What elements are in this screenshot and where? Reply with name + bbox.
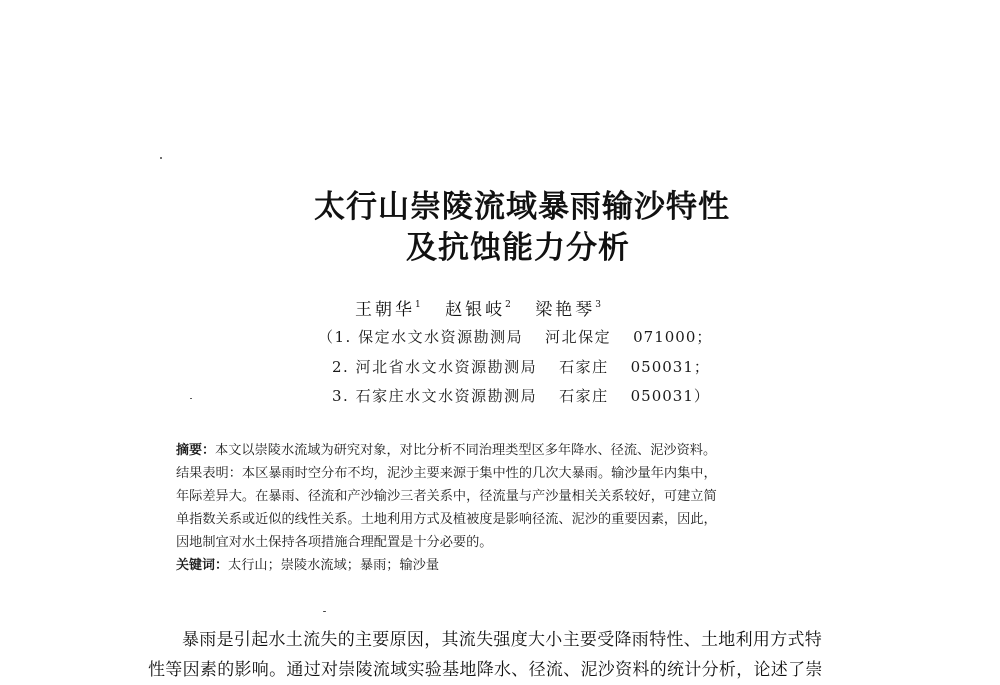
paper-title-line2: 及抗蚀能力分析: [406, 230, 630, 266]
abstract-line: 因地制宜对水土保持各项措施合理配置是十分必要的。: [176, 535, 493, 550]
paper-title-line1: 太行山崇陵流域暴雨输沙特性: [314, 189, 730, 225]
keywords-label: 关键词：: [176, 558, 229, 573]
keywords-text: 太行山；崇陵水流域；暴雨；输沙量: [228, 558, 440, 573]
body-line: 性等因素的影响。通过对崇陵流域实验基地降水、径流、泥沙资料的统计分析，论述了崇: [148, 660, 823, 680]
abstract-line: 年际差异大。在暴雨、径流和产沙输沙三者关系中，径流量与产沙量相关关系较好，可建立简: [176, 489, 717, 504]
author: 梁艳琴$^3$: [535, 300, 602, 320]
abstract: [176, 439, 866, 577]
author: 王朝华$^1$: [355, 300, 421, 320]
affiliation: （1. 保定水文水资源勘测局 河北保定 071000；: [318, 328, 713, 346]
body-paragraph: [148, 625, 888, 685]
affiliation: 3. 石家庄水文水资源勘测局 石家庄 050031）: [332, 387, 710, 405]
keywords-line: [176, 554, 866, 577]
scan-speck: [190, 398, 192, 399]
abstract-line: 单指数关系或近似的线性关系。土地利用方式及植被度是影响径流、泥沙的重要因素，因此，: [176, 512, 717, 527]
author-list: [355, 292, 755, 323]
abstract-label: 摘要：: [176, 443, 216, 458]
abstract-line: 摘要：本文以崇陵水流域为研究对象，对比分析不同治理类型区多年降水、径流、泥沙资料。: [176, 443, 717, 458]
affiliation: 2. 河北省水文水资源勘测局 石家庄 050031；: [332, 358, 710, 376]
body-line: 暴雨是引起水土流失的主要原因，其流失强度大小主要受降雨特性、土地利用方式特: [182, 630, 823, 650]
abstract-line: 结果表明：本区暴雨时空分布不均，泥沙主要来源于集中性的几次大暴雨。输沙量年内集中，: [176, 466, 717, 481]
scan-speck: [323, 611, 326, 612]
scan-speck: [160, 157, 162, 159]
author: 赵银岐$^2$: [445, 300, 511, 320]
